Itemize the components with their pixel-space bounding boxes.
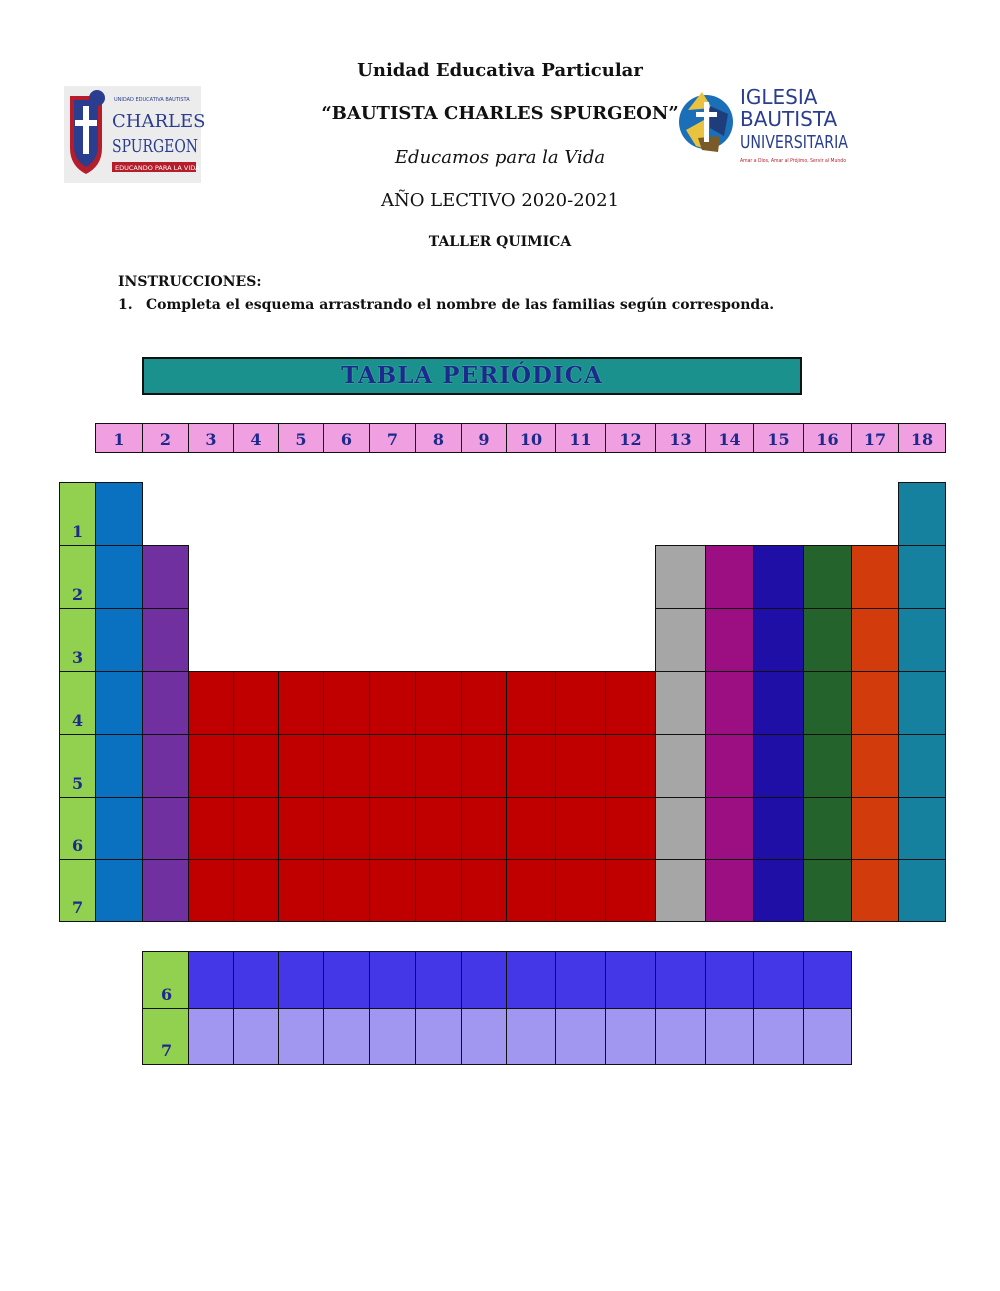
school-year: AÑO LECTIVO 2020-2021 [380,190,620,211]
element-cell-p7-g11 [555,859,606,922]
element-cell-p4-g9 [461,671,507,735]
lanthanide-cell-12 [705,951,754,1009]
period-number-label: 6 [72,836,84,855]
group-number-label: 5 [295,430,307,449]
group-number-12 [605,423,656,453]
period-number-label: 3 [72,648,84,667]
element-cell-p3-g17 [851,608,899,672]
actinide-cell-5 [369,1008,416,1065]
group-number-17 [851,423,899,453]
group-number-7 [369,423,416,453]
worksheet-title: TALLER QUIMICA [428,234,572,250]
lanthanide-cell-1 [188,951,234,1009]
instruction-text: Completa el esquema arrastrando el nombre de las familias según corresponda. [146,297,775,313]
element-cell-p6-g14 [705,797,754,860]
actinide-cell-7 [461,1008,507,1065]
lanthanide-cell-4 [323,951,370,1009]
school-name: “BAUTISTA CHARLES SPURGEON” [321,103,679,124]
group-number-10 [506,423,556,453]
element-cell-p4-g18 [898,671,946,735]
element-cell-p3-g2 [142,608,189,672]
group-number-label: 3 [205,430,217,449]
group-number-label: 1 [113,430,125,449]
period-number-5 [59,734,96,798]
element-cell-p1-g1 [95,482,143,546]
lanthanide-cell-2 [233,951,279,1009]
element-cell-p4-g16 [803,671,852,735]
element-cell-p7-g16 [803,859,852,922]
element-cell-p4-g11 [555,671,606,735]
element-cell-p3-g1 [95,608,143,672]
group-number-label: 14 [718,430,741,449]
school-motto: Educamos para la Vida [394,147,606,168]
group-number-label: 12 [619,430,642,449]
element-cell-p2-g16 [803,545,852,609]
element-cell-p3-g16 [803,608,852,672]
group-number-8 [415,423,462,453]
instructions-heading: INSTRUCCIONES: [118,274,262,290]
group-number-label: 15 [767,430,790,449]
element-cell-p5-g3 [188,734,234,798]
logo-right-tag: Amar a Dios, Amar al Prójimo, Servir al Mundo [740,158,868,164]
element-cell-p7-g1 [95,859,143,922]
element-cell-p5-g6 [323,734,370,798]
actinide-cell-4 [323,1008,370,1065]
element-cell-p6-g18 [898,797,946,860]
group-number-5 [278,423,324,453]
periodic-table-title: TABLA PERIÓDICA [142,357,802,395]
element-cell-p6-g8 [415,797,462,860]
element-cell-p5-g12 [605,734,656,798]
element-cell-p6-g17 [851,797,899,860]
element-cell-p2-g15 [753,545,804,609]
f-period-number-6 [142,951,189,1009]
school-type: Unidad Educativa Particular [357,60,643,81]
element-cell-p5-g11 [555,734,606,798]
group-number-6 [323,423,370,453]
period-number-2 [59,545,96,609]
actinide-cell-10 [605,1008,656,1065]
element-cell-p4-g13 [655,671,706,735]
lanthanide-cell-14 [803,951,852,1009]
actinide-cell-3 [278,1008,324,1065]
element-cell-p7-g5 [278,859,324,922]
actinide-cell-1 [188,1008,234,1065]
group-number-4 [233,423,279,453]
element-cell-p6-g9 [461,797,507,860]
group-number-label: 7 [386,430,399,449]
element-cell-p4-g6 [323,671,370,735]
element-cell-p4-g5 [278,671,324,735]
group-number-label: 9 [478,430,490,449]
element-cell-p4-g17 [851,671,899,735]
group-number-14 [705,423,754,453]
period-number-6 [59,797,96,860]
lanthanide-cell-6 [415,951,462,1009]
group-number-2 [142,423,189,453]
logo-left-small: UNIDAD EDUCATIVA BAUTISTA [114,97,190,103]
element-cell-p3-g13 [655,608,706,672]
element-cell-p4-g14 [705,671,754,735]
group-number-label: 13 [669,430,692,449]
element-cell-p5-g16 [803,734,852,798]
f-period-number-label: 6 [161,985,173,1004]
element-cell-p6-g2 [142,797,189,860]
element-cell-p7-g18 [898,859,946,922]
element-cell-p5-g5 [278,734,324,798]
element-cell-p4-g1 [95,671,143,735]
element-cell-p7-g7 [369,859,416,922]
element-cell-p6-g1 [95,797,143,860]
element-cell-p5-g14 [705,734,754,798]
group-number-label: 4 [250,430,262,449]
actinide-cell-12 [705,1008,754,1065]
element-cell-p5-g1 [95,734,143,798]
group-number-label: 11 [569,430,592,449]
element-cell-p5-g17 [851,734,899,798]
element-cell-p2-g13 [655,545,706,609]
element-cell-p7-g2 [142,859,189,922]
element-cell-p7-g6 [323,859,370,922]
element-cell-p6-g7 [369,797,416,860]
instruction-number: 1. [118,297,133,313]
period-number-label: 4 [72,711,84,730]
logo-right-l1: IGLESIA [740,85,818,109]
element-cell-p5-g2 [142,734,189,798]
element-cell-p7-g10 [506,859,556,922]
element-cell-p5-g8 [415,734,462,798]
f-period-number-label: 7 [161,1041,173,1060]
group-number-label: 16 [816,430,839,449]
element-cell-p5-g15 [753,734,804,798]
element-cell-p6-g12 [605,797,656,860]
element-cell-p5-g4 [233,734,279,798]
element-cell-p7-g17 [851,859,899,922]
group-number-16 [803,423,852,453]
actinide-cell-13 [753,1008,804,1065]
element-cell-p2-g18 [898,545,946,609]
element-cell-p7-g3 [188,859,234,922]
element-cell-p5-g18 [898,734,946,798]
lanthanide-cell-11 [655,951,706,1009]
element-cell-p2-g2 [142,545,189,609]
element-cell-p4-g12 [605,671,656,735]
group-number-label: 2 [159,430,172,449]
element-cell-p6-g5 [278,797,324,860]
period-number-7 [59,859,96,922]
logo-right-l2: BAUTISTA [740,107,838,131]
element-cell-p3-g14 [705,608,754,672]
group-number-11 [555,423,606,453]
element-cell-p2-g14 [705,545,754,609]
logo-left-name1: CHARLES [112,111,206,132]
logo-left-motto: EDUCANDO PARA LA VIDA [115,164,200,172]
group-number-9 [461,423,507,453]
actinide-cell-6 [415,1008,462,1065]
logo-left-name2: SPURGEON [112,136,198,157]
f-period-number-7 [142,1008,189,1065]
group-number-13 [655,423,706,453]
element-cell-p7-g8 [415,859,462,922]
element-cell-p3-g18 [898,608,946,672]
element-cell-p6-g15 [753,797,804,860]
lanthanide-cell-3 [278,951,324,1009]
element-cell-p6-g10 [506,797,556,860]
element-cell-p4-g10 [506,671,556,735]
element-cell-p4-g3 [188,671,234,735]
element-cell-p7-g14 [705,859,754,922]
element-cell-p4-g15 [753,671,804,735]
actinide-cell-11 [655,1008,706,1065]
period-number-1 [59,482,96,546]
element-cell-p6-g13 [655,797,706,860]
group-number-label: 8 [432,430,445,449]
group-number-label: 18 [910,430,934,449]
group-number-label: 10 [519,430,543,449]
period-number-label: 1 [72,522,84,541]
element-cell-p6-g6 [323,797,370,860]
element-cell-p6-g16 [803,797,852,860]
lanthanide-cell-10 [605,951,656,1009]
element-cell-p5-g13 [655,734,706,798]
group-number-label: 6 [340,430,353,449]
group-number-3 [188,423,234,453]
lanthanide-cell-13 [753,951,804,1009]
element-cell-p4-g4 [233,671,279,735]
element-cell-p4-g2 [142,671,189,735]
element-cell-p4-g8 [415,671,462,735]
lanthanide-cell-7 [461,951,507,1009]
period-number-label: 5 [72,774,84,793]
element-cell-p3-g15 [753,608,804,672]
period-number-label: 2 [72,585,84,604]
element-cell-p7-g4 [233,859,279,922]
group-number-18 [898,423,946,453]
element-cell-p5-g7 [369,734,416,798]
period-number-label: 7 [72,898,84,917]
actinide-cell-2 [233,1008,279,1065]
actinide-cell-8 [506,1008,556,1065]
lanthanide-cell-5 [369,951,416,1009]
element-cell-p5-g9 [461,734,507,798]
group-number-15 [753,423,804,453]
element-cell-p6-g4 [233,797,279,860]
element-cell-p7-g15 [753,859,804,922]
element-cell-p4-g7 [369,671,416,735]
element-cell-p7-g13 [655,859,706,922]
lanthanide-cell-9 [555,951,606,1009]
element-cell-p7-g12 [605,859,656,922]
element-cell-p2-g1 [95,545,143,609]
lanthanide-cell-8 [506,951,556,1009]
group-number-1 [95,423,143,453]
element-cell-p6-g11 [555,797,606,860]
group-number-label: 17 [863,430,887,449]
element-cell-p7-g9 [461,859,507,922]
element-cell-p2-g17 [851,545,899,609]
actinide-cell-9 [555,1008,606,1065]
actinide-cell-14 [803,1008,852,1065]
element-cell-p1-g18 [898,482,946,546]
period-number-3 [59,608,96,672]
element-cell-p6-g3 [188,797,234,860]
element-cell-p5-g10 [506,734,556,798]
logo-right-l3: UNIVERSITARIA [740,132,849,153]
period-number-4 [59,671,96,735]
